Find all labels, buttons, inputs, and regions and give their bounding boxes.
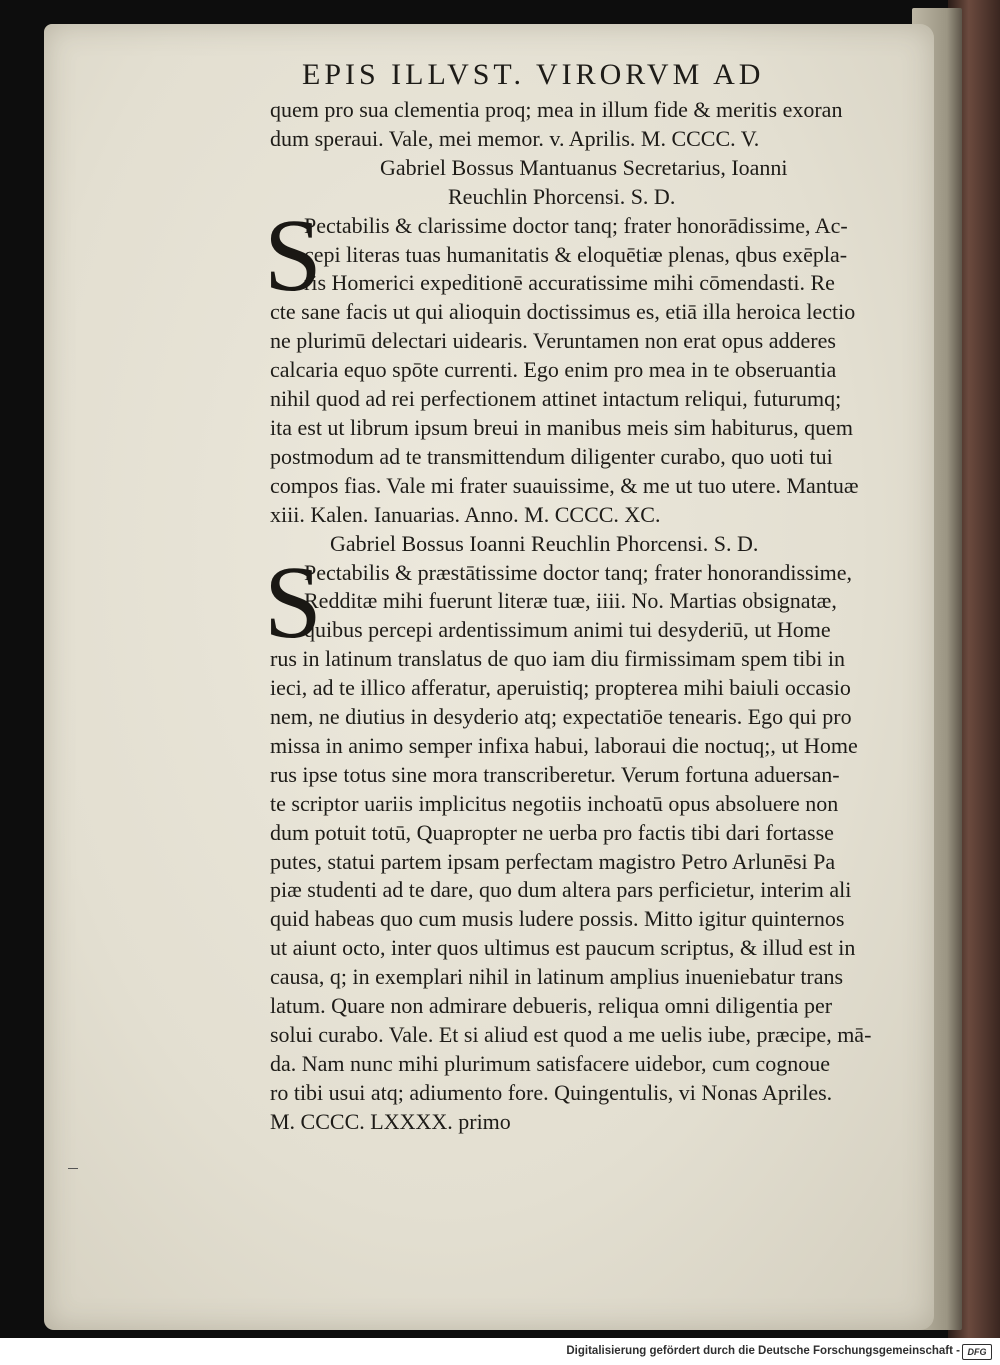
text-line: ne plurimū delectari uidearis. Veruntamen non erat opus adderes	[270, 328, 836, 354]
text-line: dum potuit totū, Quapropter ne uerba pro factis tibi dari fortasse	[270, 819, 834, 845]
text-line: da. Nam nunc mihi plurimum satisfacere uidebor, cum cognoue	[270, 1050, 830, 1076]
text-line: solui curabo. Vale. Et si aliud est quod a me uelis iube, præcipe, mā-	[270, 1022, 872, 1047]
text-line: compos fias. Vale mi frater suauissime, & me ut tuo utere. Mantuæ	[270, 472, 859, 498]
text-line: calcaria equo spōte currenti. Ego enim pro mea in te obseruantia	[270, 357, 837, 383]
drop-cap: S	[264, 544, 322, 660]
text-line: piæ studenti ad te dare, quo dum altera pars perficietur, interim ali	[270, 877, 852, 903]
text-line: quibus percepi ardentissimum animi tui desyderiū, ut Home	[304, 617, 831, 643]
footer-bar	[0, 1338, 1000, 1365]
letter-1	[264, 197, 910, 530]
text-line: latum. Quare non admirare debueris, reliqua omni diligentia per	[270, 993, 833, 1019]
text-line: rus ipse totus sine mora transcriberetur. Verum fortuna aduersan-	[270, 761, 840, 787]
page-text	[264, 58, 910, 1137]
text-line: Pectabilis & clarissime doctor tanq; frater honorādissime, Ac-	[304, 212, 848, 238]
text-line: Redditæ mihi fuerunt literæ tuæ, iiii. No. Martias obsignatæ,	[304, 588, 837, 614]
letter-heading: Gabriel Bossus Ioanni Reuchlin Phorcensi. S. D.	[330, 530, 759, 556]
text-line: missa in animo semper infixa habui, laboraui die noctuq;, ut Home	[270, 732, 858, 758]
text-line: ita est ut librum ipsum breui in manibus meis sim habiturus, quem	[270, 414, 853, 440]
text-line: M. CCCC. LXXXX. primo	[270, 1108, 511, 1134]
text-line: ro tibi usui atq; adiumento fore. Quingentulis, vi Nonas Apriles.	[270, 1079, 833, 1105]
letter-2	[264, 544, 910, 1137]
text-line: quem pro sua clementia proq; mea in illum fide & meritis exoran	[270, 97, 843, 122]
letter-heading: Reuchlin Phorcensi. S. D.	[448, 183, 676, 209]
text-line: rus in latinum translatus de quo iam diu firmissimam spem tibi in	[270, 646, 845, 672]
text-line: quid habeas quo cum musis ludere possis. Mitto igitur quinternos	[270, 906, 845, 932]
text-line: nem, ne diutius in desyderio atq; expectatiōe tenearis. Ego qui pro	[270, 704, 852, 730]
text-line: putes, statui partem ipsam perfectam magistro Petro Arlunēsi Pa	[270, 848, 836, 874]
text-line: nihil quod ad rei perfectionem attinet intactum reliqui, futurumq;	[270, 386, 842, 412]
text-line: ut aiunt octo, inter quos ultimus est paucum scriptus, & illud est in	[270, 935, 856, 961]
text-line: cepi literas tuas humanitatis & eloquētiæ plenas, qbus exēpla-	[304, 241, 848, 267]
text-line: ieci, ad te illico afferatur, aperuistiq; propterea mihi baiuli occasio	[270, 675, 851, 701]
funding-notice: Digitalisierung gefördert durch die Deutsche Forschungsgemeinschaft -	[566, 1345, 960, 1357]
text-line: Pectabilis & præstātissime doctor tanq; frater honorandissime,	[304, 559, 853, 585]
drop-cap: S	[264, 197, 322, 313]
text-line: xiii. Kalen. Ianuarias. Anno. M. CCCC. XC.	[270, 501, 661, 527]
text-line: postmodum ad te transmittendum diligenter curabo, quo uoti tui	[270, 443, 833, 469]
text-line: te scriptor uariis implicitus negotiis inchoatū opus absoluere non	[270, 790, 839, 816]
margin-mark	[68, 1168, 78, 1169]
letter-heading: Gabriel Bossus Mantuanus Secretarius, Ioanni	[380, 154, 788, 180]
dfg-logo-icon: DFG	[962, 1344, 992, 1360]
running-head: EPIS ILLVST. VIRORVM AD	[302, 58, 765, 91]
text-line: ris Homerici expeditionē accuratissime mihi cōmendasti. Re	[304, 270, 835, 296]
text-line: cte sane facis ut qui alioquin doctissimus es, etiā illa heroica lectio	[270, 299, 856, 325]
text-line: causa, q; in exemplari nihil in latinum amplius inueniebatur trans	[270, 964, 844, 990]
text-line: dum speraui. Vale, mei memor. v. Aprilis. M. CCCC. V.	[270, 125, 760, 151]
